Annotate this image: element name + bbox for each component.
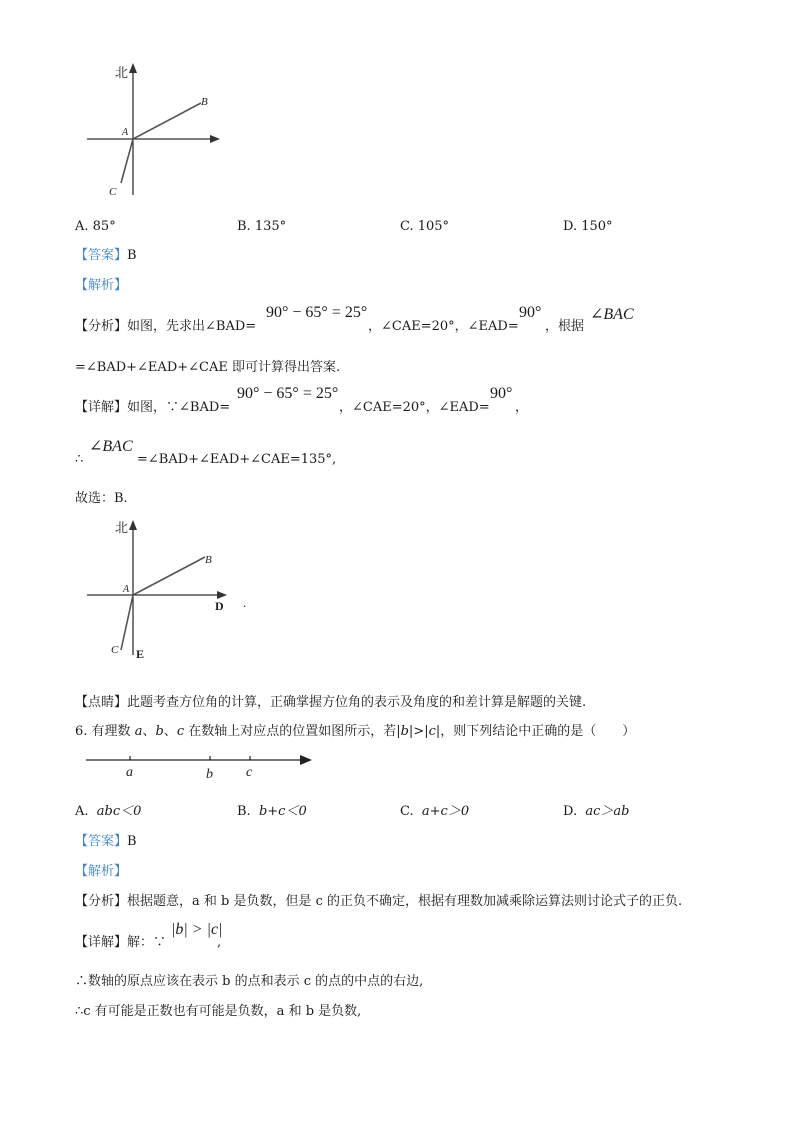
q5-choice: 故选：B. xyxy=(75,491,128,506)
q5-xiangjie-prefix: 【详解】如图，∵∠BAD= xyxy=(75,400,231,415)
q6-number: 6. xyxy=(75,724,88,739)
q6-option-c-expr: a+c＞0 xyxy=(421,804,470,819)
q6-var-a: a xyxy=(134,724,143,739)
figure-1-label-a: A xyxy=(122,127,129,138)
q5-xiangjie-after: ， xyxy=(515,400,529,415)
figure-1-label-c: C xyxy=(109,186,117,198)
q6-fenxi: 【分析】根据题意，a 和 b 是负数，但是 c 的正负不确定，根据有理数加减乘除运算法则讨论式子的正负. xyxy=(75,894,683,909)
answer-value: B xyxy=(127,248,137,263)
q6-condition: |b|>|c| xyxy=(396,724,441,739)
q6-stem-part-2: 在数轴上对应点的位置如图所示，若 xyxy=(184,724,397,739)
figure-1-north-label: 北 xyxy=(115,65,129,80)
q5-xiangjie-math-2: 90° xyxy=(490,385,513,402)
q5-option-c: C. 105° xyxy=(400,219,450,234)
q5-option-b: B. 135° xyxy=(237,219,287,234)
figure-1-label-b: B xyxy=(201,96,208,108)
q6-option-b xyxy=(237,803,307,821)
number-line-label-a: a xyxy=(126,765,133,780)
figure-2-label-a: A xyxy=(123,584,130,595)
q5-fenxi-prefix: 【分析】如图，先求出∠BAD= xyxy=(75,319,257,334)
number-line xyxy=(80,745,320,785)
q5-answer xyxy=(75,247,137,265)
q6-line-2: ∴c 有可能是正数也有可能是负数，a 和 b 是负数, xyxy=(75,1004,362,1019)
figure-2-label-b: B xyxy=(205,554,212,566)
q6-xiangjie-prefix: 【详解】解：∵ xyxy=(75,935,167,950)
figure-2-label-e: E xyxy=(136,647,145,661)
q6-var-c: c xyxy=(176,724,185,739)
q6-option-b-label: B. xyxy=(237,804,251,819)
figure-2-north-label: 北 xyxy=(115,520,129,535)
number-line-label-c: c xyxy=(246,765,253,780)
q6-stem xyxy=(75,723,635,741)
q5-xiangjie-math-3: ∠BAC xyxy=(89,438,133,455)
q6-xiangjie-after: , xyxy=(217,935,222,950)
q5-xiangjie-math-1: 90° − 65° = 25° xyxy=(237,385,339,402)
q5-fenxi-math-3: ∠BAC xyxy=(590,306,634,323)
figure-2-direction-diagram xyxy=(75,510,265,665)
q5-option-d: D. 150° xyxy=(563,219,613,234)
answer-tag: 【答案】 xyxy=(75,248,128,263)
answer-value: B xyxy=(127,834,137,849)
q5-fenxi-after: ，根据 xyxy=(545,319,585,334)
q5-fenxi-line-2: =∠BAD+∠EAD+∠CAE 即可计算得出答案. xyxy=(75,360,341,375)
q6-analysis-tag: 【解析】 xyxy=(75,864,128,879)
therefore-symbol: ∴ xyxy=(75,452,84,467)
q6-xiangjie-math: |b| > |c| xyxy=(171,921,223,938)
q6-option-c-label: C. xyxy=(400,804,414,819)
figure-2-trailing-dot: . xyxy=(243,595,247,610)
q6-option-d-expr: ac＞ab xyxy=(585,804,630,819)
q5-analysis-tag: 【解析】 xyxy=(75,278,128,293)
figure-2-label-d: D xyxy=(215,599,224,613)
q6-option-d-label: D. xyxy=(563,804,578,819)
q6-option-a-expr: abc＜0 xyxy=(96,804,142,819)
q6-var-b: b xyxy=(155,724,164,739)
q5-fenxi-mid: ，∠CAE=20°，∠EAD= xyxy=(368,319,519,334)
q5-fenxi-math-2: 90° xyxy=(519,304,542,321)
figure-2-label-c: C xyxy=(111,644,119,656)
q6-stem-part-3: ，则下列结论中正确的是（ ） xyxy=(440,724,636,739)
q5-xiangjie-mid: ，∠CAE=20°，∠EAD= xyxy=(339,400,490,415)
q5-fenxi-math-1: 90° − 65° = 25° xyxy=(266,304,368,321)
q5-xiangjie-line-2: =∠BAD+∠EAD+∠CAE=135°, xyxy=(137,452,337,467)
q6-line-1: ∴数轴的原点应该在表示 b 的点和表示 c 的点的中点的右边, xyxy=(75,974,424,989)
q6-option-b-expr: b+c＜0 xyxy=(258,804,307,819)
q5-dianjing: 【点睛】此题考查方位角的计算，正确掌握方位角的表示及角度的和差计算是解题的关键. xyxy=(75,695,587,710)
q6-option-c xyxy=(400,803,469,821)
figure-1-direction-diagram xyxy=(75,55,235,210)
q6-stem-part-1: 有理数 xyxy=(91,724,135,739)
number-line-label-b: b xyxy=(206,767,213,782)
q6-option-d xyxy=(563,803,629,821)
answer-tag: 【答案】 xyxy=(75,834,128,849)
q6-sep-1: 、 xyxy=(142,724,156,739)
q6-option-a-label: A. xyxy=(75,804,89,819)
q6-answer xyxy=(75,833,137,851)
q6-sep-2: 、 xyxy=(163,724,177,739)
q5-option-a: A. 85° xyxy=(75,219,116,234)
q6-option-a xyxy=(75,803,141,821)
